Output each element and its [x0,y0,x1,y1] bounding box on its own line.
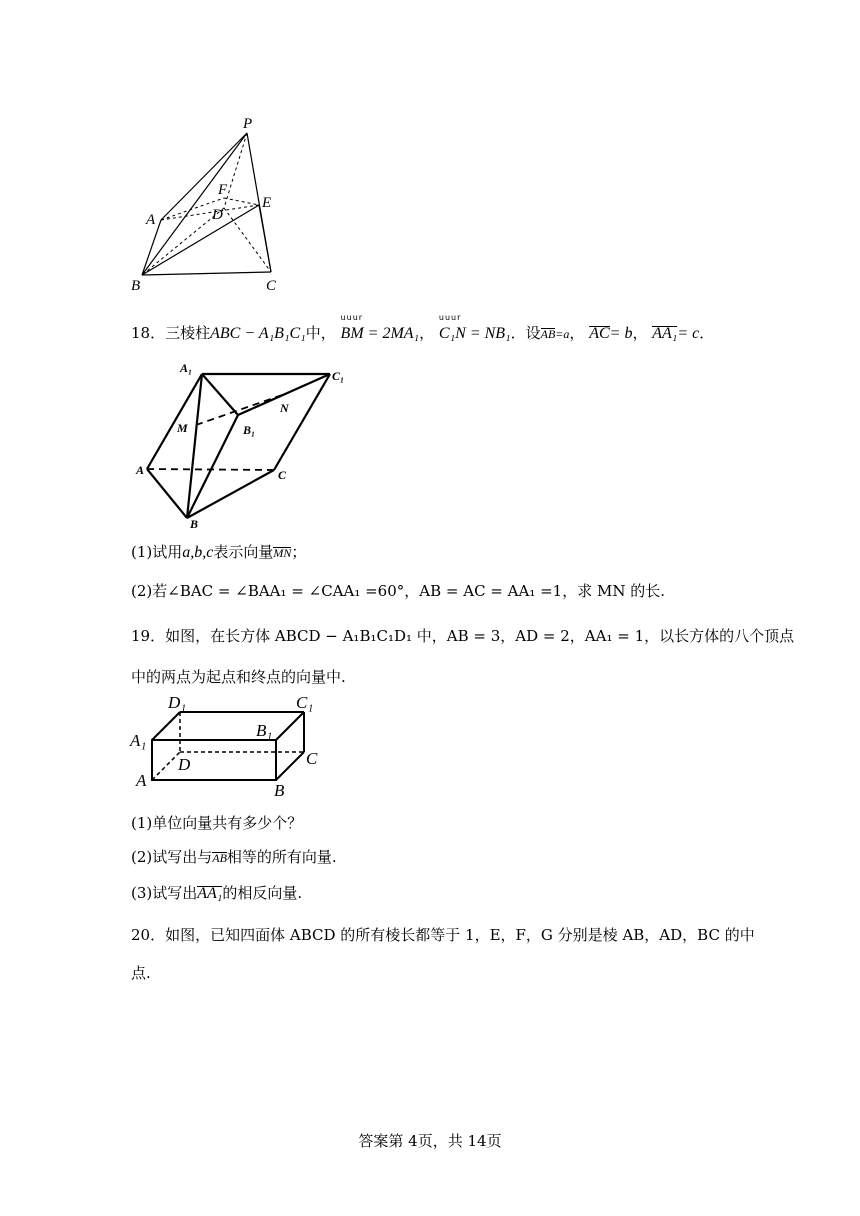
q18-eq-a: =a [555,327,570,341]
label-A: A [136,771,147,790]
q19-part2-end: 相等的所有向量. [226,848,337,866]
pyramid-figure [128,112,288,297]
q18-end: ． [699,324,715,342]
label-C: C [278,468,287,482]
label-A1: A₁ [180,361,193,375]
q18-part1-vars: a,b,c [182,544,214,561]
label-B1: B₁ [243,423,256,437]
q20-line1-text: 20．如图，已知四面体 ABCD 的所有棱长都等于 1，E，F，G 分别是棱 AB，AD，BC 的中 [131,926,755,944]
q19-part3 [131,882,302,903]
page-footer: 答案第 4页，共 14页 [358,1132,502,1150]
q18-text-1: 三棱柱 [165,324,211,342]
label-P: P [243,116,253,132]
q18-prism-name: ABC − A₁B₁C₁ [210,325,306,342]
label-F: F [218,182,228,198]
q18-cond-2: C₁N = NB₁ [438,325,511,342]
label-B: B [131,278,141,294]
q18-vec-ac: AC [589,325,610,342]
q20-line1 [131,924,755,945]
cuboid-figure [128,690,328,802]
q19-part1 [131,812,302,833]
q20-line2-text: 点. [131,964,151,982]
q19-part3-vec: AA₁ [197,885,223,902]
q18-part1-mid: 表示向量 [213,543,274,561]
label-N: N [280,401,289,415]
q18-part1-vec: MN [273,546,292,560]
q18-part2-text: (2)若∠BAC = ∠BAA₁ = ∠CAA₁ =60°，AB = AC = AA₁ =1，求 MN 的长. [131,582,665,600]
q18-part1-end: ； [291,543,307,561]
label-D: D [178,755,191,774]
q18-part1 [131,541,306,562]
label-B: B [190,517,199,531]
q19-part2-vec: AB [212,851,227,865]
label-B: B [274,781,285,800]
q20-line2 [131,962,151,983]
q19-line2 [131,666,346,687]
q19-part2-prefix: (2)试写出与 [131,848,213,866]
q18-vec-aa1: AA₁ [652,325,678,342]
q19-part2 [131,846,337,867]
label-A: A [136,463,145,477]
label-M: M [177,421,188,435]
label-C1: C₁ [332,369,345,383]
q19-line1 [131,625,794,646]
label-C: C [306,749,318,768]
q18-text-2: 中， [305,324,336,342]
q18-cond-1-wrap: uuur BM = 2MA₁ [340,313,420,342]
q18-statement: 18．三棱柱ABC − A₁B₁C₁中， uuur BM = 2MA₁， uuur C₁N = NB₁．设AB=a， AC= b， AA₁= c． [131,313,715,342]
q19-line2-text: 中的两点为起点和终点的向量中. [131,668,346,686]
label-D1: D₁ [168,693,187,712]
prism-figure [130,358,360,533]
label-A1: A₁ [130,731,147,750]
label-C1: C₁ [296,693,314,712]
q18-cond-1: BM = 2MA₁ [340,325,420,342]
q18-vec-ab: AB [540,327,556,341]
label-C: C [266,278,277,294]
q19-line1-text: 19．如图，在长方体 ABCD − A₁B₁C₁D₁ 中，AB = 3，AD = 2，AA₁ = 1，以长方体的八个顶点 [131,627,795,645]
q18-part2 [131,580,665,601]
label-B1: B₁ [256,721,273,740]
q19-part3-prefix: (3)试写出 [131,884,198,902]
q18-number: 18． [131,324,166,342]
q18-part1-prefix: (1)试用 [131,543,183,561]
label-E: E [262,195,272,211]
q19-part1-text: (1)单位向量共有多少个？ [131,814,303,832]
q18-eq-b: = b [609,325,633,342]
label-D: D [212,207,223,223]
label-A: A [146,212,156,228]
q18-eq-c: = c [677,325,700,342]
q18-cond-2-wrap: uuur C₁N = NB₁ [438,313,511,342]
q19-part3-end: 的相反向量. [222,884,303,902]
q18-set-text: ．设 [510,324,541,342]
